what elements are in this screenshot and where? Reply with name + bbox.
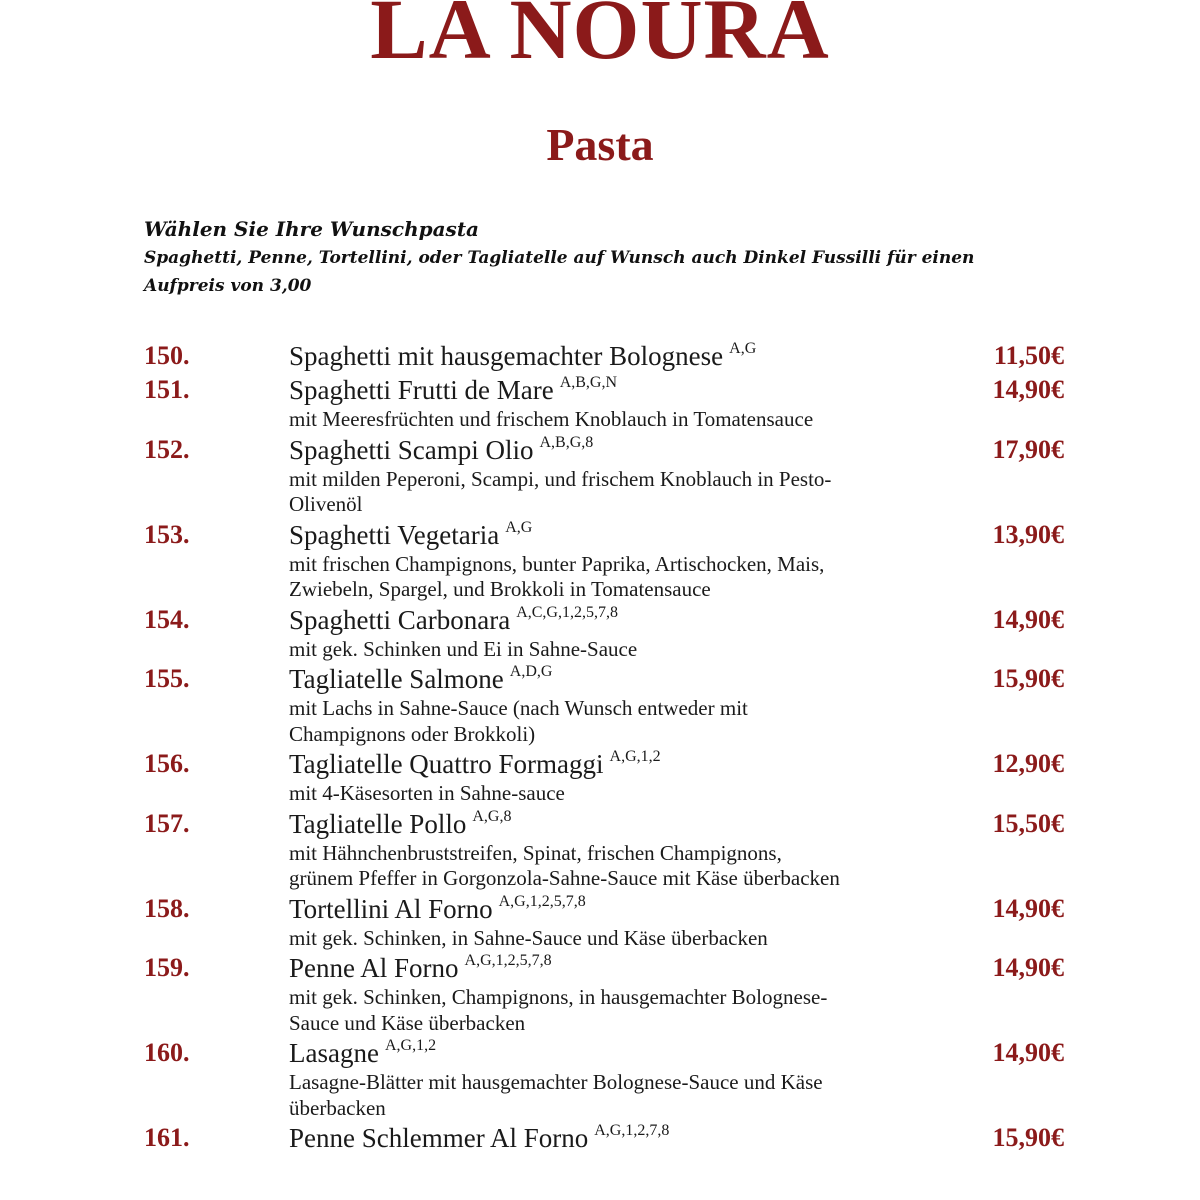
item-price: 13,90€	[992, 519, 1064, 549]
menu-item	[0, 433, 1200, 518]
item-price: 15,90€	[992, 1123, 1064, 1152]
item-price: 14,90€	[992, 604, 1064, 634]
item-allergens: A,G,1,2,7,8	[594, 1122, 670, 1139]
item-number: 156.	[144, 749, 190, 778]
item-name: Tagliatelle Pollo	[289, 808, 467, 839]
item-name: Penne Al Forno	[289, 953, 459, 983]
item-name: Spaghetti Scampi Olio	[289, 434, 534, 465]
item-description: mit Meeresfrüchten und frischem Knoblauch in Tomatensauce	[289, 407, 814, 431]
item-number: 154.	[144, 604, 190, 634]
item-number: 152.	[144, 434, 190, 464]
item-allergens: A,B,G,N	[559, 374, 618, 391]
item-price: 14,90€	[992, 1038, 1064, 1067]
item-number: 155.	[144, 664, 190, 693]
item-description: mit Hähnchenbruststreifen, Spinat, frischen Champignons, grünem Pfeffer in Gorgonzola-Sahne-Sauce mit Käse überbacken	[289, 840, 840, 890]
item-number: 161.	[144, 1123, 190, 1152]
item-description: Lasagne-Blätter mit hausgemachter Bolognese-Sauce und Käse überbacken	[289, 1070, 823, 1120]
menu-item	[0, 807, 1200, 892]
menu-item	[0, 747, 1200, 807]
item-number: 160.	[144, 1038, 190, 1067]
item-allergens: A,G	[729, 340, 757, 357]
item-allergens: A,G,1,2	[609, 748, 661, 765]
menu-item	[0, 1036, 1200, 1121]
item-description: mit milden Peperoni, Scampi, und frischem Knoblauch in Pesto-Olivenöl	[289, 466, 832, 516]
menu-item	[0, 1121, 1200, 1155]
item-name: Spaghetti Vegetaria	[289, 519, 500, 550]
item-price: 17,90€	[992, 434, 1064, 464]
item-name: Lasagne	[289, 1038, 379, 1068]
menu-item	[0, 951, 1200, 1036]
item-number: 151.	[144, 375, 190, 404]
menu-list	[0, 339, 1200, 1155]
item-allergens: A,B,G,8	[539, 433, 594, 451]
item-description: mit 4-Käsesorten in Sahne-sauce	[289, 781, 565, 805]
menu-item	[0, 373, 1200, 433]
item-description: mit frischen Champignons, bunter Paprika, Artischocken, Mais, Zwiebeln, Spargel, und Brokkoli in Tomatensauce	[289, 551, 825, 601]
intro-heading: Wählen Sie Ihre Wunschpasta	[144, 217, 480, 241]
menu-item	[0, 518, 1200, 603]
item-name: Spaghetti Carbonara	[289, 604, 511, 635]
item-allergens: A,G,1,2,5,7,8	[464, 952, 552, 969]
item-price: 14,90€	[992, 893, 1064, 923]
item-allergens: A,G,8	[472, 807, 512, 825]
item-description: mit gek. Schinken und Ei in Sahne-Sauce	[289, 636, 638, 661]
pasta-intro	[144, 214, 1024, 300]
item-name: Tortellini Al Forno	[289, 893, 493, 924]
item-allergens: A,G	[505, 518, 533, 536]
restaurant-name: LA NOURA	[370, 0, 830, 77]
item-number: 159.	[144, 953, 190, 982]
item-number: 150.	[144, 341, 190, 370]
item-price: 12,90€	[992, 749, 1064, 778]
menu-item	[0, 339, 1200, 373]
intro-text: Spaghetti, Penne, Tortellini, oder Tagliatelle auf Wunsch auch Dinkel Fussilli für einen Aufpreis von 3,00	[144, 248, 975, 296]
item-price: 15,50€	[992, 808, 1064, 838]
item-description: mit gek. Schinken, Champignons, in hausgemachter Bolognese-Sauce und Käse überbacken	[289, 985, 828, 1035]
item-price: 14,90€	[992, 953, 1064, 982]
item-name: Spaghetti mit hausgemachter Bolognese	[289, 341, 724, 371]
item-number: 153.	[144, 519, 190, 549]
item-description: mit gek. Schinken, in Sahne-Sauce und Käse überbacken	[289, 925, 768, 950]
item-allergens: A,C,G,1,2,5,7,8	[516, 603, 618, 621]
section-title: Pasta	[546, 119, 654, 170]
menu-item	[0, 662, 1200, 747]
item-price: 14,90€	[992, 375, 1064, 404]
item-number: 158.	[144, 893, 190, 923]
menu-item	[0, 892, 1200, 952]
item-number: 157.	[144, 808, 190, 838]
item-allergens: A,G,1,2	[384, 1037, 437, 1054]
item-price: 15,90€	[992, 664, 1064, 693]
item-name: Tagliatelle Quattro Formaggi	[289, 749, 604, 779]
item-description: mit Lachs in Sahne-Sauce (nach Wunsch entweder mit Champignons oder Brokkoli)	[289, 696, 748, 746]
item-name: Spaghetti Frutti de Mare	[289, 375, 554, 405]
item-name: Tagliatelle Salmone	[289, 664, 504, 694]
item-name: Penne Schlemmer Al Forno	[289, 1123, 589, 1153]
item-allergens: A,G,1,2,5,7,8	[498, 892, 586, 910]
item-price: 11,50€	[993, 341, 1064, 370]
item-allergens: A,D,G	[509, 663, 553, 680]
menu-item	[0, 603, 1200, 663]
